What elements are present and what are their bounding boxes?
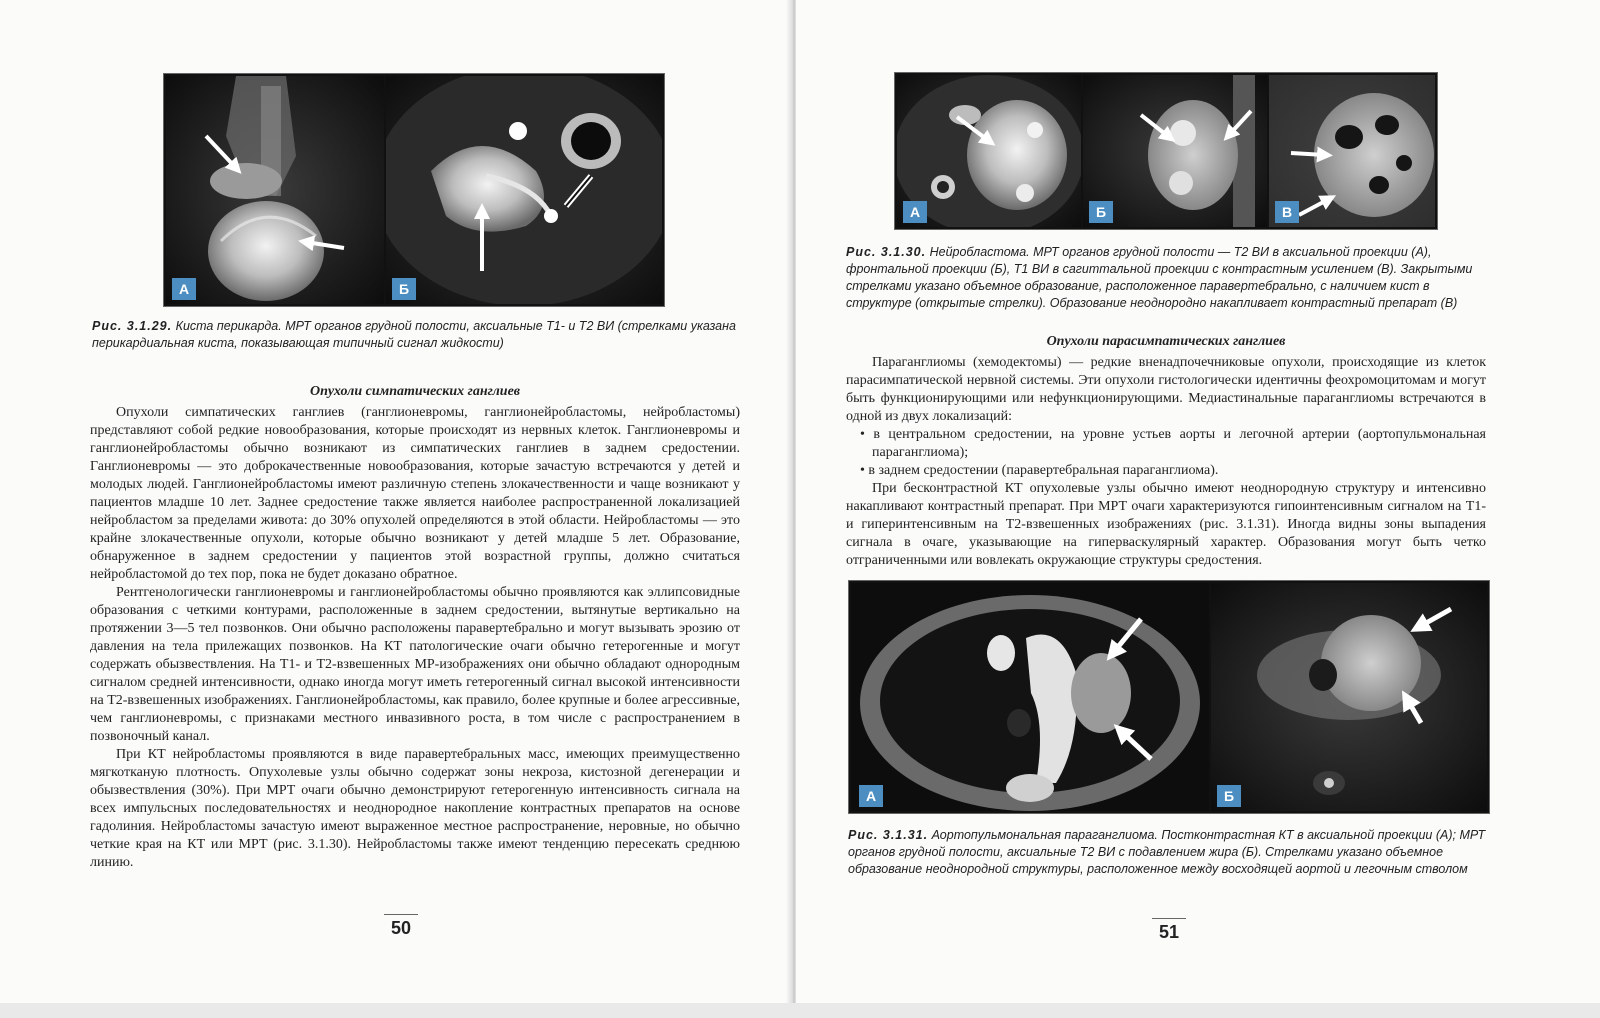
figure-number: Рис. 3.1.31. [848, 828, 929, 842]
paragraph: Параганглиомы (хемодектомы) — редкие вненадпочечниковые опухоли, происходящие из клеток парасимпатической нервной системы. Эти опухоли гистологически идентичны феохромоцитомам и могут быть функционирующими или нефункционирующими. Медиастинальные параганглиомы встречаются в одной из двух локализаций: [846, 355, 1486, 424]
panel-label-b: Б [1217, 785, 1241, 807]
bullet-list [846, 426, 1486, 480]
right-page [796, 0, 1600, 1018]
section-title: Опухоли симпатических ганглиев [309, 384, 521, 399]
panel-label-a: А [172, 278, 196, 300]
mri-image-a [897, 75, 1081, 227]
figure-number: Рис. 3.1.29. [92, 319, 173, 333]
paragraph: При бесконтрастной КТ опухолевые узлы обычно имеют неоднородную структуру и интенсивно накапливают контрастный препарат. При МРТ очаги характеризуются гипоинтенсивным сигналом на Т1- и гиперинтенсивным на Т2-взвешенных изображениях (рис. 3.1.31). Иногда видны зоны выпадения сигнала в очаге, указывающие на гиперваскулярный характер. Образования могут быть четко отграниченными или вовлекать окружающие структуры средостения. [846, 481, 1486, 568]
page-number: 51 [1158, 922, 1180, 942]
panel-label-a: А [903, 201, 927, 223]
figure-caption [92, 318, 742, 352]
panel-label-b: Б [1089, 201, 1113, 223]
figure-caption-text: Аортопульмональная параганглиома. Постконтрастная КТ в аксиальной проекции (А); МРТ органов грудной полости, аксиальные Т2 ВИ с подавлением жира (Б). Стрелками указано объемное образование неоднородной структуры, расположенное между восходящей аортой и легочным стволом [848, 828, 1486, 876]
figure-3-1-31 [848, 580, 1490, 814]
figure-caption-text: Киста перикарда. МРТ органов грудной полости, аксиальные Т1- и Т2 ВИ (стрелками указана перикардиальная киста, показывающая типичный сигнал жидкости) [92, 319, 736, 350]
mri-image-b [1211, 583, 1487, 811]
paragraph: Рентгенологически ганглионевромы и ганглионейробластомы обычно проявляются как эллипсовидные образования с четкими контурами, расположенные в заднем средостении, вытянутые вертикально на протяжении 3—5 тел позвонков. Они обычно расположены паравертебрально и могут вызывать эрозию от давления на тела прилежащих позвонков. На КТ патологические очаги обычно гетерогенные и могут содержать обызвествления. На Т1- и Т2-взвешенных МР-изображениях они обычно обладают однородным сигналом средней интенсивности, однако иногда могут иметь гетерогенный сигнал высокой интенсивности на Т2-взвешенных изображениях. Ганглионейробластомы, как правило, более крупные и более агрессивные, чем ганглионевромы, с признаками местного инвазивного роста, в том числе с распространением в позвоночный канал. [90, 585, 740, 744]
figure-3-1-30 [894, 72, 1438, 230]
body-text [90, 404, 740, 872]
mri-image-b [1083, 75, 1267, 227]
left-page [0, 0, 790, 1018]
paragraph: Опухоли симпатических ганглиев (ганглионевромы, ганглионейробластомы, нейробластомы) представляют собой редкие новообразования, которые происходят из нервных клеток. Ганглионевромы и ганглионейробластомы обычно возникают из симпатических ганглиев в заднем средостении. Ганглионевромы — это доброкачественные новообразования, которые зачастую встречаются у детей и молодых людей. Ганглионейробластомы имеют различную степень злокачественности и чаще возникают у пациентов младше 10 лет. Заднее средостение также является наиболее распространенной локализацией нейробластом за пределами живота: до 30% опухолей определяются в этой области. Нейробластомы — это крайне злокачественные опухоли, которые обычно возникают у детей младше 5 лет. Образование, обнаруженное в заднем средостении у пациентов этой возрастной группы, должно считаться нейробластомой до тех пор, пока не будет доказано обратное. [90, 405, 740, 582]
list-item: • в заднем средостении (паравертебральная параганглиома). [860, 463, 1219, 478]
panel-label-a: А [859, 785, 883, 807]
body-text [846, 354, 1486, 570]
figure-caption-text: Нейробластома. МРТ органов грудной полости — Т2 ВИ в аксиальной проекции (А), фронтальной проекции (Б), Т1 ВИ в сагиттальной проекции с контрастным усилением (В). Закрытыми стрелками указано объемное образование, расположенное паравертебрально, с наличием кист в структуре (открытые стрелки). Образование неоднородно накапливает контрастный препарат (В) [846, 245, 1473, 310]
scan-bottom-edge [0, 1003, 1600, 1018]
figure-3-1-29 [163, 73, 665, 307]
page-number-rule [384, 914, 418, 915]
list-item: • в центральном средостении, на уровне устьев аорты и легочной артерии (аортопульмональная параганглиома); [860, 427, 1486, 460]
mri-image-b [386, 76, 662, 304]
panel-label-c: В [1275, 201, 1299, 223]
panel-label-b: Б [392, 278, 416, 300]
section-title: Опухоли парасимпатических ганглиев [1046, 334, 1286, 349]
list-item-text: в заднем средостении (паравертебральная параганглиома). [868, 463, 1219, 478]
figure-number: Рис. 3.1.30. [846, 245, 927, 259]
figure-caption [846, 244, 1488, 312]
figure-caption [848, 827, 1488, 878]
page-number: 50 [390, 918, 412, 938]
mri-image-c [1269, 75, 1435, 227]
mri-image-a [166, 76, 384, 304]
list-item-text: в центральном средостении, на уровне устьев аорты и легочной артерии (аортопульмональная параганглиома); [872, 427, 1486, 460]
paragraph: При КТ нейробластомы проявляются в виде паравертебральных масс, имеющих преимущественно мягкотканую плотность. Опухолевые узлы обычно содержат зоны некроза, кистозной дегенерации и обызвествления (30%). При МРТ очаги обычно демонстрируют гетерогенную интенсивность сигнала на всех импульсных последовательностях и неоднородное накопление контрастных препаратов на основе гадолиния. Нейробластомы зачастую имеют выраженное местное распространение, неровные, но обычно четкие края на КТ или МРТ (рис. 3.1.30). Нейробластомы также имеют тенденцию пересекать среднюю линию. [90, 747, 740, 870]
ct-image-a [851, 583, 1209, 811]
page-number-rule [1152, 918, 1186, 919]
